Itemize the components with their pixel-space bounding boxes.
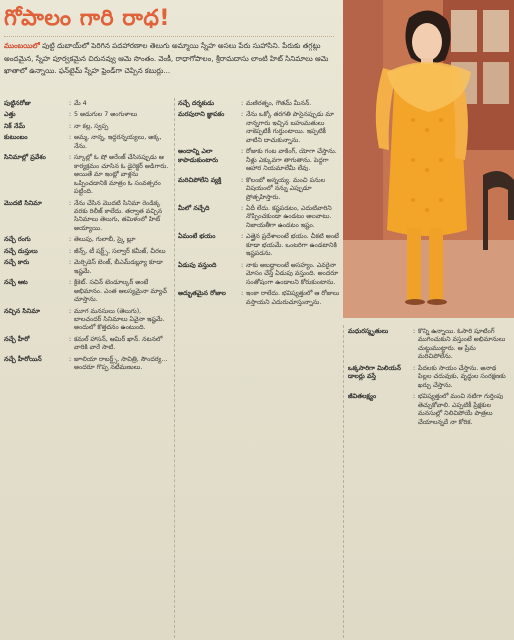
qa-question: పుట్టినరోజు	[4, 100, 31, 107]
qa-question: ఎత్తు	[4, 111, 16, 119]
intro-lead-word: ముంబయిలో	[4, 41, 40, 50]
qa-row: నచ్చే రంగు : తెలుపు, గులాబీ, స్కై బ్లూ	[4, 236, 170, 244]
qa-answer: రోజుకు గంట వాకింగ్, యోగా చేస్తాను. నీళ్లు ఎక్కువగా తాగుతాను. పెద్దగా ఆహార నియమాలేమీ లేవు.	[246, 148, 337, 173]
column-divider	[174, 98, 175, 638]
qa-row: జీవితలక్ష్యం : భవిష్యత్తులో మంచి నటిగా గుర్తింపు తెచ్చుకోవాలి. ఎప్పటికీ ప్రేక్షకుల మనసుల్లో నిలిచిపోయే పాత్రలు చేయాలన్నదే నా కోరిక.	[348, 393, 510, 427]
qa-answer: మణిరత్నం, గౌతమ్ మీనన్.	[246, 100, 312, 107]
qa-row: అందాన్ని ఎలా కాపాడుకుంటారు : రోజుకు గంట వాకింగ్, యోగా చేస్తాను. నీళ్లు ఎక్కువగా తాగుతాను. పెద్దగా ఆహార నియమాలేమీ లేవు.	[178, 148, 340, 173]
qa-row: నచ్చే దర్శకుడు : మణిరత్నం, గౌతమ్ మీనన్.	[178, 100, 340, 108]
qa-answer: జూలియా రాబర్ట్స్, సావిత్రి, సౌందర్య... అందరూ గొప్ప నటీమణులు.	[74, 355, 168, 372]
qa-column-1	[4, 100, 170, 376]
qa-question: ఒక్కసారిగా మిలియన్ డాలర్లు వస్తే	[348, 364, 401, 381]
qa-question: నచ్చే కారు	[4, 259, 30, 267]
qa-answer: క్రికెట్. సచిన్ టెండూల్కర్ అంటే అభిమానం. ఎంత ఆలస్యమైనా మ్యాచ్ చూస్తాను.	[74, 279, 167, 304]
qa-answer: ఏదీ లేదు. కష్టపడటం, ఎదుటివారిని నొప్పించకుండా ఉండటం అలవాటు. నిజాయతీగా ఉండటం ఇష్టం.	[246, 204, 332, 229]
qa-row: అద్భుతమైన రోజుల : ఇంకా రాలేదు. భవిష్యత్తులో ఆ రోజులు వస్తాయని ఎదురుచూస్తున్నాను.	[178, 290, 340, 306]
qa-question: నిక్ నేమ్	[4, 122, 25, 130]
qa-row: నచ్చే కారు : మెర్సిడెస్ బెంజ్, బీఎమ్‌డబ్ల్యూ కూడా ఇష్టమే.	[4, 259, 170, 276]
qa-answer: కొలంబో అన్నయ్య. మంచి పనుల విషయంలో నన్ను ఎప్పుడూ ప్రోత్సహిస్తారు.	[246, 176, 326, 201]
qa-question: మీలో నచ్చేది	[178, 204, 210, 212]
qa-question: ఏడుపు వస్తుంది	[178, 261, 217, 269]
article-title-text: గోపాలం గారి రాధ!	[4, 6, 170, 31]
qa-question: నచ్చిన సినిమా	[4, 307, 40, 315]
qa-answer: స్కూల్లో ఓ షో అరేంజ్ చేసినప్పుడు ఆ కార్యక్రమం చూసిన ఓ డైరెక్టర్ అడిగారు. అయితే మా ఇంట్లో వాళ్లను ఒప్పించడానికి మాత్రం ఓ సంవత్సరం పట్టింది.	[74, 154, 169, 196]
qa-answer: తెలుపు, గులాబీ, స్కై బ్లూ	[74, 236, 136, 244]
qa-answer: నేను చేసిన మొదటి సినిమా రెండిక్క వరకు రిలీజ్ కాలేదు. తర్వాత వచ్చిన సినిమాలు తెలుగు, తమిళంలో హిట్ అయ్యాయి.	[74, 199, 163, 232]
qa-question: మొదటి సినిమా	[4, 199, 42, 207]
column-divider	[343, 325, 344, 638]
qa-row: పుట్టినరోజు : మే 4	[4, 100, 170, 108]
qa-question: నచ్చే హీరోయిన్	[4, 355, 42, 363]
qa-answer: మే 4	[74, 100, 87, 107]
qa-row: ఎత్తు : 5 అడుగుల 7 అంగుళాలు	[4, 111, 170, 119]
qa-question: కుటుంబం	[4, 134, 28, 142]
qa-answer: కొన్ని ఉన్నాయి. ఓసారి షూటింగ్ ముగించుకుని వస్తుంటే అభిమానులు చుట్టుముట్టారు. ఆ ప్రేమ మరిచిపోలేను.	[418, 328, 506, 361]
qa-question: జీవితలక్ష్యం	[348, 393, 377, 401]
qa-row: ఒక్కసారిగా మిలియన్ డాలర్లు వస్తే : పేదలకు సాయం చేస్తాను. అనాథ పిల్లల చదువుకు, వృద్ధుల సంరక్షణకు ఖర్చు చేస్తాను.	[348, 365, 510, 390]
qa-question: నచ్చే రంగు	[4, 236, 31, 244]
qa-question: మధురస్మృతులు	[348, 328, 389, 335]
qa-answer: నా కల్ల, స్వప్ప	[74, 122, 109, 130]
qa-question: నచ్చే హీరో	[4, 335, 30, 343]
qa-answer: మెర్సిడెస్ బెంజ్, బీఎమ్‌డబ్ల్యూ కూడా ఇష్టమే.	[74, 259, 163, 275]
qa-question: నచ్చే దర్శకుడు	[178, 100, 215, 107]
qa-row: నచ్చే హీరో : కమల్ హాసన్, ఆమిర్ ఖాన్. నటనలో వారికి వారే సాటి.	[4, 336, 170, 353]
qa-answer: మూగ మనసులు (తెలుగు), బాలచందర్ సినిమాలు ఏవైనా ఇష్టమే. అందులో కొత్తదనం ఉంటుంది.	[74, 307, 165, 332]
qa-question: మరపురాని జ్ఞాపకం	[178, 111, 225, 119]
qa-row: మరపురాని జ్ఞాపకం : నేను ఒక్కో తరగతి పాసైనప్పుడు మా నాన్నగారు ఇచ్చిన బహుమతులు నాకెప్పటికీ గుర్తుంటాయి. ఇప్పటికీ వాటిని దాచుకున్నాను.	[178, 111, 340, 145]
article-title	[4, 4, 334, 37]
qa-row: ఏడుపు వస్తుంది : నాకు అబద్ధాలంటే అసహ్యం. ఎవరైనా మోసం చేస్తే ఏడుపు వస్తుంది. అందరూ సంతోషంగా ఉండాలని కోరుకుంటాను.	[178, 261, 339, 286]
qa-row: కుటుంబం : అమ్మ, నాన్న, ఇద్దరన్నయ్యలు, అక్క, నేను.	[4, 134, 170, 151]
qa-row: సినిమాల్లో ప్రవేశం : స్కూల్లో ఓ షో అరేంజ్ చేసినప్పుడు ఆ కార్యక్రమం చూసిన ఓ డైరెక్టర్ అడిగారు. అయితే మా ఇంట్లో వాళ్లను ఒప్పించడానికి మాత్రం ఓ సంవత్సరం పట్టింది.	[4, 154, 169, 196]
actress-photo	[343, 0, 514, 318]
qa-answer: కమల్ హాసన్, ఆమిర్ ఖాన్. నటనలో వారికి వారే సాటి.	[74, 335, 163, 352]
qa-row: ఏమంటే భయం : ఎత్తైన ప్రదేశాలంటే భయం. చీకటి అంటే కూడా భయమే. ఒంటరిగా ఉండటానికి ఇష్టపడను.	[178, 233, 339, 258]
qa-question: నచ్చే దుస్తులు	[4, 247, 38, 255]
qa-row: నచ్చిన సినిమా : మూగ మనసులు (తెలుగు), బాలచందర్ సినిమాలు ఏవైనా ఇష్టమే. అందులో కొత్తదనం ఉంటుంది.	[4, 308, 170, 333]
qa-answer: భవిష్యత్తులో మంచి నటిగా గుర్తింపు తెచ్చుకోవాలి. ఎప్పటికీ ప్రేక్షకుల మనసుల్లో నిలిచిపోయే పాత్రలు చేయాలన్నదే నా కోరిక.	[418, 393, 504, 426]
qa-answer: 5 అడుగుల 7 అంగుళాలు	[74, 111, 138, 119]
actress-photo-illustration	[343, 0, 514, 318]
qa-row: మీలో నచ్చేది : ఏదీ లేదు. కష్టపడటం, ఎదుటివారిని నొప్పించకుండా ఉండటం అలవాటు. నిజాయతీగా ఉండటం ఇష్టం.	[178, 205, 340, 230]
qa-row: నచ్చే ఆట : క్రికెట్. సచిన్ టెండూల్కర్ అంటే అభిమానం. ఎంత ఆలస్యమైనా మ్యాచ్ చూస్తాను.	[4, 279, 170, 304]
article-intro	[4, 40, 342, 78]
qa-row: మరిచిపోలేని వ్యక్తి : కొలంబో అన్నయ్య. మంచి పనుల విషయంలో నన్ను ఎప్పుడూ ప్రోత్సహిస్తారు.	[178, 177, 340, 202]
qa-answer: అమ్మ, నాన్న, ఇద్దరన్నయ్యలు, అక్క, నేను.	[74, 134, 162, 150]
qa-answer: నేను ఒక్కో తరగతి పాసైనప్పుడు మా నాన్నగారు ఇచ్చిన బహుమతులు నాకెప్పటికీ గుర్తుంటాయి. ఇప్పటికీ వాటిని దాచుకున్నాను.	[246, 111, 335, 144]
qa-column-2	[178, 100, 340, 310]
qa-question: నచ్చే ఆట	[4, 279, 28, 287]
qa-answer: పేదలకు సాయం చేస్తాను. అనాథ పిల్లల చదువుకు, వృద్ధుల సంరక్షణకు ఖర్చు చేస్తాను.	[418, 364, 506, 389]
qa-row: నచ్చే హీరోయిన్ : జూలియా రాబర్ట్స్, సావిత్రి, సౌందర్య... అందరూ గొప్ప నటీమణులు.	[4, 356, 170, 373]
qa-answer: ఇంకా రాలేదు. భవిష్యత్తులో ఆ రోజులు వస్తాయని ఎదురుచూస్తున్నాను.	[246, 290, 340, 306]
qa-row: మధురస్మృతులు : కొన్ని ఉన్నాయి. ఓసారి షూటింగ్ ముగించుకుని వస్తుంటే అభిమానులు చుట్టుముట్టారు. ఆ ప్రేమ మరిచిపోలేను.	[348, 328, 510, 362]
qa-answer: నాకు అబద్ధాలంటే అసహ్యం. ఎవరైనా మోసం చేస్తే ఏడుపు వస్తుంది. అందరూ సంతోషంగా ఉండాలని కోరుకుంటాను.	[246, 261, 339, 286]
qa-answer: ఎత్తైన ప్రదేశాలంటే భయం. చీకటి అంటే కూడా భయమే. ఒంటరిగా ఉండటానికి ఇష్టపడను.	[246, 233, 339, 258]
qa-row: మొదటి సినిమా : నేను చేసిన మొదటి సినిమా రెండిక్క వరకు రిలీజ్ కాలేదు. తర్వాత వచ్చిన సినిమాలు తెలుగు, తమిళంలో హిట్ అయ్యాయి.	[4, 200, 170, 234]
qa-question: అందాన్ని ఎలా కాపాడుకుంటారు	[178, 148, 219, 164]
qa-column-3	[348, 328, 510, 430]
qa-row: నిక్ నేమ్ : నా కల్ల, స్వప్ప	[4, 123, 170, 131]
qa-row: నచ్చే దుస్తులు : జీన్స్, టీ షర్ట్స్, సల్వార్ కమీజ్, చీరలు	[4, 248, 170, 256]
intro-body: పుట్టి దుబాయ్‌లో పెరిగిన పదహారణాల తెలుగు అమ్మాయి స్నేహ అసలు పేరు సుహాసిని. పేరుకు తగ్గట్లు అందమైన, స్నేహ పూర్వకమైన చిరునవ్వు ఆమె సొంతం. వెంకీ, రాధాగోపాలం, శ్రీరామదాసు లాంటి హిట్ సినిమాలు ఆమె ఖాతాలో ఉన్నాయి. ఫన్‌టైమ్ స్నేహ ఫ్రెండ్‌గా చెప్పిన కబుర్లు...	[4, 41, 329, 76]
qa-question: సినిమాల్లో ప్రవేశం	[4, 154, 46, 162]
qa-question: మరిచిపోలేని వ్యక్తి	[178, 176, 222, 184]
qa-question: ఏమంటే భయం	[178, 233, 216, 241]
qa-answer: జీన్స్, టీ షర్ట్స్, సల్వార్ కమీజ్, చీరలు	[74, 247, 166, 255]
qa-question: అద్భుతమైన రోజుల	[178, 290, 226, 298]
